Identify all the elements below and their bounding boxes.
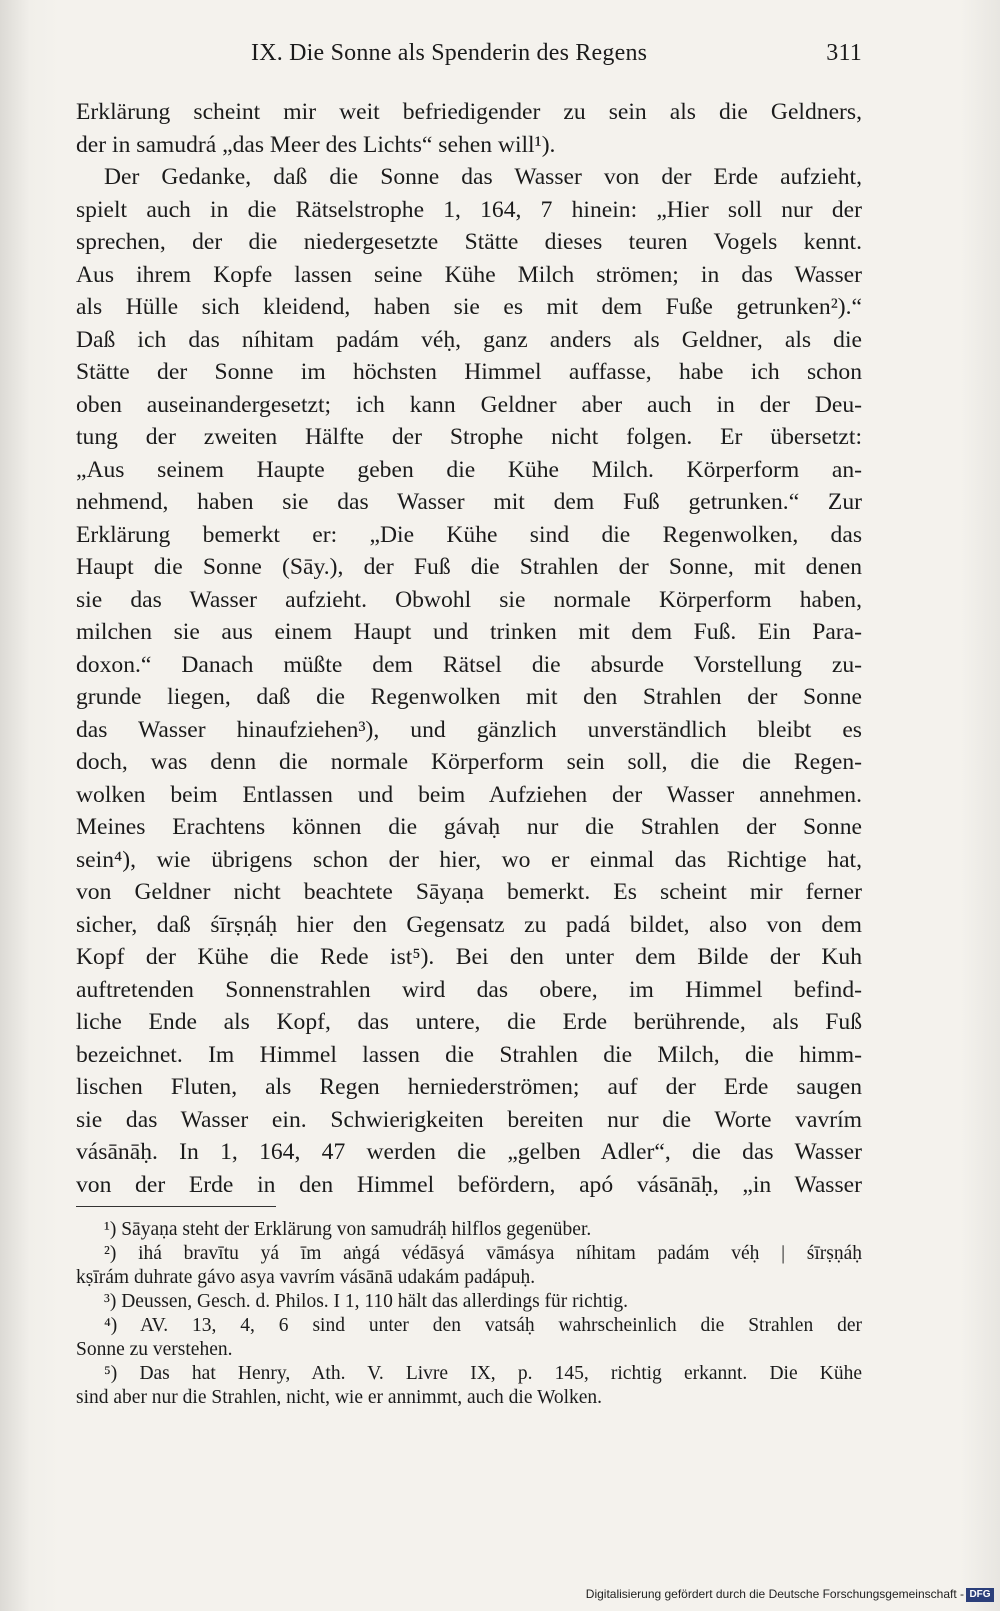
body-line: vásānāḥ. In 1, 164, 47 werden die „gelben Adler“, die das Wasser (76, 1139, 862, 1165)
body-line: doxon.“ Danach müßte dem Rätsel die absurde Vorstellung zu- (76, 651, 862, 678)
body-line: sein⁴), wie übrigens schon der hier, wo er einmal das Richtige hat, (76, 846, 862, 873)
body-line: sie das Wasser aufzieht. Obwohl sie normale Körperform haben, (76, 586, 862, 613)
body-line: lischen Fluten, als Regen herniederströmen; auf der Erde saugen (76, 1074, 862, 1100)
body-line: der in samudrá „das Meer des Lichts“ sehen will¹). (76, 131, 556, 158)
body-line: Kopf der Kühe die Rede ist⁵). Bei den unter dem Bilde der Kuh (76, 944, 862, 970)
body-line: auftretenden Sonnenstrahlen wird das obere, im Himmel befind- (76, 976, 862, 1003)
body-line: Der Gedanke, daß die Sonne das Wasser von der Erde aufzieht, (104, 164, 862, 190)
footnote-line: sind aber nur die Strahlen, nicht, wie er annimmt, auch die Wolken. (76, 1387, 603, 1408)
body-line: liche Ende als Kopf, das untere, die Erde berührende, als Fuß (76, 1009, 862, 1035)
footnote-line: ¹) Sāyaṇa steht der Erklärung von samudráḥ hilflos gegenüber. (104, 1219, 592, 1240)
body-line: von der Erde in den Himmel befördern, apó vásānāḥ, „in Wasser (76, 1171, 862, 1198)
body-line: milchen sie aus einem Haupt und trinken mit dem Fuß. Ein Para- (76, 619, 862, 645)
body-line: doch, was denn die normale Körperform sein soll, die die Regen- (76, 749, 862, 775)
body-line: wolken beim Entlassen und beim Aufziehen der Wasser annehmen. (76, 781, 862, 808)
digitization-credit: Digitalisierung gefördert durch die Deutsche Forschungsgemeinschaft - (585, 1587, 964, 1601)
body-text (76, 96, 862, 1201)
footnote-line: ²) ihá bravītu yá īm aṅgá védāsyá vāmásya níhitam padám véḥ | śīrṣṇáḥ (104, 1243, 862, 1264)
chapter-title: IX. Die Sonne als Spenderin des Regens (251, 40, 648, 66)
page-number: 311 (826, 40, 862, 66)
body-line: spielt auch in die Rätselstrophe 1, 164, 7 hinein: „Hier soll nur der (76, 196, 862, 223)
body-line: tung der zweiten Hälfte der Strophe nicht folgen. Er übersetzt: (76, 424, 862, 450)
body-line: Haupt die Sonne (Sāy.), der Fuß die Strahlen der Sonne, mit denen (76, 554, 862, 580)
body-line: Daß ich das níhitam padám véḥ, ganz anders als Geldner, als die (76, 326, 862, 353)
body-line: bezeichnet. Im Himmel lassen die Strahlen die Milch, die himm- (76, 1041, 862, 1068)
body-line: als Hülle sich kleidend, haben sie es mit dem Fuße getrunken²).“ (76, 294, 862, 320)
body-line: Aus ihrem Kopfe lassen seine Kühe Milch strömen; in das Wasser (76, 261, 862, 288)
body-line: von Geldner nicht beachtete Sāyaṇa bemerkt. Es scheint mir ferner (76, 879, 862, 905)
footnote-line: Sonne zu verstehen. (76, 1339, 233, 1360)
dfg-logo: DFG (966, 1588, 994, 1602)
body-line: oben auseinandergesetzt; ich kann Geldner aber auch in der Deu- (76, 391, 862, 418)
body-line: sprechen, der die niedergesetzte Stätte dieses teuren Vogels kennt. (76, 229, 862, 255)
body-line: Erklärung bemerkt er: „Die Kühe sind die Regenwolken, das (76, 521, 862, 548)
footnote-line: ³) Deussen, Gesch. d. Philos. I 1, 110 hält das allerdings für richtig. (104, 1291, 628, 1312)
body-line: Meines Erachtens können die gávaḥ nur die Strahlen der Sonne (76, 814, 862, 840)
body-line: sie das Wasser ein. Schwierigkeiten bereiten nur die Worte vavrím (76, 1106, 862, 1133)
body-line: das Wasser hinaufziehen³), und gänzlich unverständlich bleibt es (76, 716, 862, 743)
footnote-line: ⁵) Das hat Henry, Ath. V. Livre IX, p. 145, richtig erkannt. Die Kühe (104, 1363, 862, 1384)
body-line: grunde liegen, daß die Regenwolken mit den Strahlen der Sonne (76, 684, 862, 710)
body-line: nehmend, haben sie das Wasser mit dem Fuß getrunken.“ Zur (76, 489, 862, 515)
footnotes (76, 1218, 862, 1410)
body-line: Stätte der Sonne im höchsten Himmel auffasse, habe ich schon (76, 359, 862, 385)
footnote-separator (76, 1206, 276, 1207)
body-line: „Aus seinem Haupte geben die Kühe Milch. Körperform an- (76, 456, 862, 483)
footnote-line: kṣīrám duhrate gávo asya vavrím vásānā udakám padápuḥ. (76, 1267, 536, 1288)
footnote-line: ⁴) AV. 13, 4, 6 sind unter den vatsáḥ wahrscheinlich die Strahlen der (104, 1315, 862, 1336)
body-line: Erklärung scheint mir weit befriedigender zu sein als die Geldners, (76, 99, 862, 125)
body-line: sicher, daß śīrṣṇáḥ hier den Gegensatz zu padá bildet, also von dem (76, 911, 862, 938)
